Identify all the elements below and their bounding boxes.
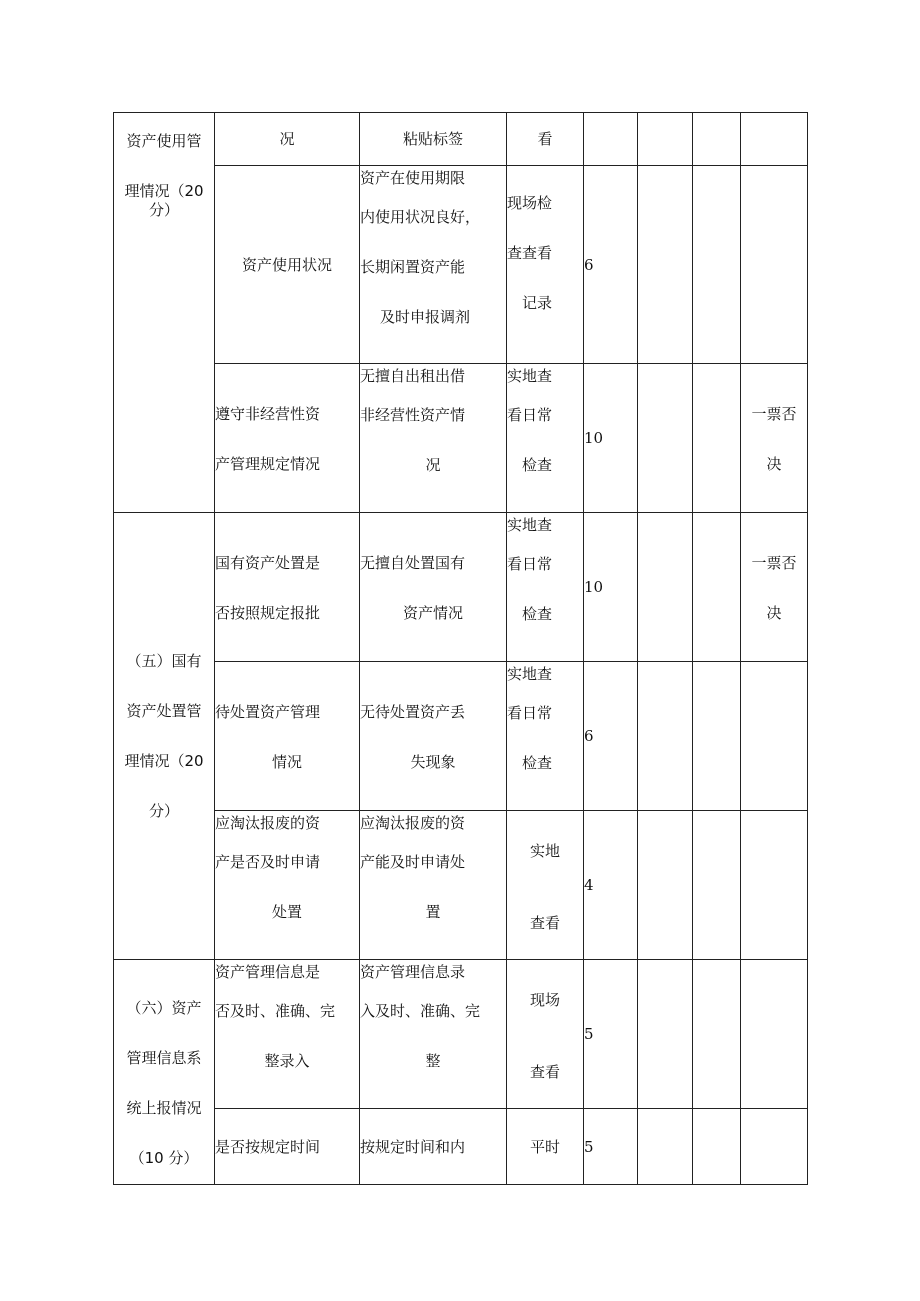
standard-cell: 无擅自处置国有 资产情况	[360, 513, 507, 662]
item-cell: 资产使用状况	[215, 166, 360, 364]
method-cell: 看	[507, 113, 584, 166]
blank-cell	[638, 1109, 693, 1185]
score-cell: 10	[584, 364, 638, 513]
score-cell: 6	[584, 662, 638, 811]
blank-cell	[638, 960, 693, 1109]
standard-cell: 无待处置资产丢 失现象	[360, 662, 507, 811]
standard-cell: 应淘汰报废的资 产能及时申请处 置	[360, 811, 507, 960]
blank-cell	[693, 364, 741, 513]
table-row	[114, 113, 808, 166]
note-cell	[741, 960, 808, 1109]
table-row	[114, 166, 808, 364]
note-cell	[741, 113, 808, 166]
note-cell: 一票否 决	[741, 364, 808, 513]
blank-cell	[693, 513, 741, 662]
blank-cell	[693, 662, 741, 811]
method-cell: 实地 查看	[507, 811, 584, 960]
note-cell: 一票否 决	[741, 513, 808, 662]
blank-cell	[638, 662, 693, 811]
table-row	[114, 364, 808, 513]
blank-cell	[638, 113, 693, 166]
blank-cell	[638, 811, 693, 960]
note-cell	[741, 811, 808, 960]
blank-cell	[693, 1109, 741, 1185]
method-cell: 现场检 查查看 记录	[507, 166, 584, 364]
score-cell: 10	[584, 513, 638, 662]
method-cell: 实地查 看日常 检查	[507, 513, 584, 662]
standard-cell: 资产在使用期限 内使用状况良好， 长期闲置资产能 及时申报调剂	[360, 166, 507, 364]
standard-cell: 无擅自出租出借 非经营性资产情 况	[360, 364, 507, 513]
blank-cell	[638, 364, 693, 513]
note-cell	[741, 662, 808, 811]
item-cell: 待处置资产管理 情况	[215, 662, 360, 811]
blank-cell	[693, 113, 741, 166]
table-row	[114, 662, 808, 811]
table-row	[114, 513, 808, 662]
method-cell: 实地查 看日常 检查	[507, 364, 584, 513]
note-cell	[741, 1109, 808, 1185]
item-cell: 资产管理信息是 否及时、准确、完 整录入	[215, 960, 360, 1109]
method-cell: 现场 查看	[507, 960, 584, 1109]
score-cell: 6	[584, 166, 638, 364]
standard-cell: 资产管理信息录 入及时、准确、完 整	[360, 960, 507, 1109]
evaluation-table	[113, 112, 808, 1185]
blank-cell	[693, 166, 741, 364]
category-cell: （五）国有 资产处置管 理情况（20 分）	[114, 513, 215, 960]
score-cell: 4	[584, 811, 638, 960]
item-cell: 国有资产处置是 否按照规定报批	[215, 513, 360, 662]
item-cell: 遵守非经营性资 产管理规定情况	[215, 364, 360, 513]
score-cell: 5	[584, 960, 638, 1109]
table-row	[114, 811, 808, 960]
standard-cell: 粘贴标签	[360, 113, 507, 166]
blank-cell	[638, 166, 693, 364]
blank-cell	[693, 960, 741, 1109]
item-cell: 况	[215, 113, 360, 166]
table-row	[114, 1109, 808, 1185]
method-cell: 平时	[507, 1109, 584, 1185]
standard-cell: 按规定时间和内	[360, 1109, 507, 1185]
item-cell: 应淘汰报废的资 产是否及时申请 处置	[215, 811, 360, 960]
score-cell	[584, 113, 638, 166]
category-cell: 资产使用管 理情况（20 分）	[114, 113, 215, 513]
table-row	[114, 960, 808, 1109]
item-cell: 是否按规定时间	[215, 1109, 360, 1185]
method-cell: 实地查 看日常 检查	[507, 662, 584, 811]
note-cell	[741, 166, 808, 364]
blank-cell	[638, 513, 693, 662]
score-cell: 5	[584, 1109, 638, 1185]
category-cell: （六）资产 管理信息系 统上报情况 （10 分）	[114, 960, 215, 1185]
blank-cell	[693, 811, 741, 960]
